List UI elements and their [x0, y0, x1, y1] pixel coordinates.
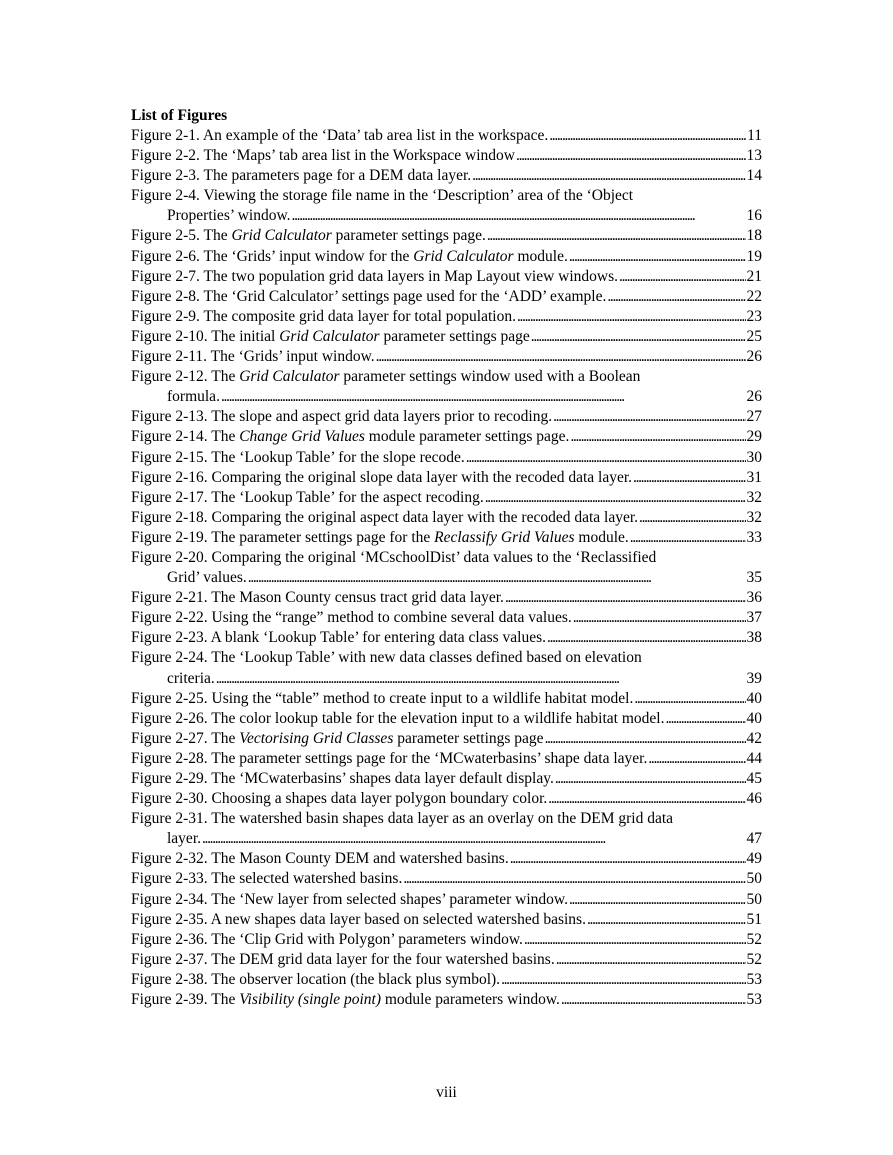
figure-entry — [131, 528, 762, 548]
entry-page-number: 30 — [746, 448, 762, 466]
dot-leader — [248, 568, 746, 588]
entry-title-text: Figure 2-15. The ‘Lookup Table’ for the slope recode. — [131, 448, 465, 466]
dot-leader — [555, 769, 746, 789]
entry-title — [131, 628, 546, 648]
entry-title — [131, 709, 664, 729]
entry-title-text: Figure 2-36. The ‘Clip Grid with Polygon’ parameters window. — [131, 930, 523, 948]
entry-title-text: Figure 2-20. Comparing the original ‘MCschoolDist’ data values to the ‘Reclassified — [131, 548, 657, 566]
dot-leader — [548, 789, 745, 809]
entry-title-text: Figure 2-16. Comparing the original slope data layer with the recoded data layer. — [131, 468, 633, 486]
entry-title-text: Figure 2-9. The composite grid data layer for total population. — [131, 307, 516, 325]
entry-line — [131, 126, 762, 146]
entry-line — [131, 749, 762, 769]
entry-page-number: 33 — [746, 528, 762, 546]
dot-leader — [221, 387, 746, 407]
entry-page-number: 27 — [746, 408, 762, 426]
entry-continuation-line — [131, 669, 762, 689]
entry-line — [131, 950, 762, 970]
dot-leader — [570, 427, 745, 447]
entry-page-number: 13 — [746, 147, 762, 165]
entry-page-number: 45 — [746, 770, 762, 787]
figure-entry — [131, 186, 762, 226]
entry-title-text: Figure 2-27. The — [131, 729, 240, 747]
figure-entry — [131, 427, 762, 447]
dot-leader — [587, 910, 746, 930]
entry-title-text: Figure 2-39. The — [131, 991, 240, 1009]
entry-title-text: Figure 2-14. The — [131, 428, 240, 446]
entry-page-number: 36 — [746, 589, 762, 607]
entry-page-number: 53 — [746, 970, 762, 988]
entry-title-text: Figure 2-32. The Mason County DEM and watershed basins. — [131, 850, 509, 868]
entry-title — [131, 990, 560, 1010]
dot-leader — [569, 247, 746, 267]
entry-line — [131, 327, 762, 347]
entry-title — [131, 729, 544, 749]
entry-title — [131, 468, 632, 488]
entry-title — [131, 287, 606, 307]
list-of-figures-heading: List of Figures — [131, 107, 228, 124]
dot-leader — [545, 729, 746, 749]
dot-leader — [472, 166, 745, 186]
entry-title — [131, 166, 471, 186]
entry-page-number: 35 — [746, 569, 762, 587]
entry-page-number: 46 — [746, 790, 762, 808]
dot-leader — [619, 267, 745, 287]
entry-page-number: 11 — [747, 127, 762, 144]
entry-title-text: Figure 2-25. Using the “table” method to create input to a wildlife habitat model. — [131, 689, 634, 707]
dot-leader — [607, 287, 745, 307]
entry-title-text: Figure 2-5. The — [131, 227, 232, 245]
entry-line — [131, 628, 762, 648]
figure-entry — [131, 267, 762, 287]
entry-page-number: 40 — [746, 709, 762, 727]
entry-line — [131, 166, 762, 186]
entry-line — [131, 367, 762, 387]
entry-title-text: parameter settings page — [379, 327, 530, 345]
entry-title — [131, 588, 504, 608]
entry-line — [131, 648, 762, 668]
entry-line — [131, 729, 762, 749]
entry-line — [131, 789, 762, 809]
figure-entry — [131, 869, 762, 889]
entry-page-number: 18 — [746, 227, 762, 245]
entry-line — [131, 407, 762, 427]
figure-entry — [131, 628, 762, 648]
entry-title-text: Figure 2-10. The initial — [131, 327, 280, 345]
figure-entry — [131, 468, 762, 488]
entry-title-text: Figure 2-3. The parameters page for a DEM data layer. — [131, 167, 472, 185]
entry-page-number: 38 — [746, 629, 762, 647]
dot-leader — [639, 508, 745, 528]
entry-title-text: Figure 2-13. The slope and aspect grid data layers prior to recoding. — [131, 408, 553, 426]
entry-title-italic: Reclassify Grid Values — [434, 528, 575, 546]
entry-line — [131, 990, 762, 1010]
entry-title — [131, 548, 656, 568]
entry-page-number: 51 — [746, 910, 762, 928]
entry-page-number: 40 — [746, 689, 762, 707]
dot-leader — [561, 990, 746, 1010]
entry-title — [131, 608, 572, 628]
entry-title-text: Figure 2-21. The Mason County census tract grid data layer. — [131, 589, 504, 607]
dot-leader — [485, 488, 746, 508]
entry-title-text: parameter settings window used with a Boolean — [339, 368, 641, 386]
entry-title — [131, 508, 638, 528]
dot-leader — [510, 849, 746, 869]
entry-title — [131, 146, 515, 166]
figure-entry — [131, 247, 762, 267]
entry-title-text: module. — [513, 247, 568, 265]
entry-line — [131, 709, 762, 729]
figure-entry — [131, 749, 762, 769]
entry-line — [131, 448, 762, 468]
entry-title-text: Figure 2-23. A blank ‘Lookup Table’ for entering data class values. — [131, 629, 547, 647]
entry-title — [131, 267, 618, 287]
figure-entry — [131, 347, 762, 367]
figure-entry — [131, 789, 762, 809]
entry-title-text: Figure 2-8. The ‘Grid Calculator’ settings page used for the ‘ADD’ example. — [131, 287, 607, 305]
dot-leader — [630, 528, 746, 548]
figure-entry — [131, 950, 762, 970]
entry-title-text: Figure 2-24. The ‘Lookup Table’ with new data classes defined based on elevation — [131, 649, 642, 667]
entry-line — [131, 347, 762, 367]
entry-page-number: 25 — [746, 327, 762, 345]
entry-title-text: module. — [574, 528, 629, 546]
figure-entry — [131, 226, 762, 246]
dot-leader — [573, 608, 746, 628]
entry-title-text: Figure 2-7. The two population grid data layers in Map Layout view windows. — [131, 267, 619, 285]
entry-title-text: Figure 2-34. The ‘New layer from selected shapes’ parameter window. — [131, 890, 568, 908]
entry-line — [131, 427, 762, 447]
dot-leader — [569, 890, 746, 910]
figure-entry — [131, 146, 762, 166]
figure-entry — [131, 488, 762, 508]
dot-leader — [531, 327, 746, 347]
entry-page-number: 14 — [746, 167, 762, 185]
dot-leader — [547, 628, 745, 648]
entry-title — [131, 930, 523, 950]
entry-line — [131, 226, 762, 246]
entry-title — [131, 648, 642, 668]
figure-entry — [131, 648, 762, 688]
figure-entry — [131, 809, 762, 849]
entry-line — [131, 468, 762, 488]
figure-entry — [131, 166, 762, 186]
entry-page-number: 52 — [746, 930, 762, 948]
entry-title — [131, 528, 629, 548]
entry-title-text: Figure 2-30. Choosing a shapes data layer polygon boundary color. — [131, 790, 548, 808]
dot-leader — [524, 930, 746, 950]
figure-entry — [131, 367, 762, 407]
entry-page-number: 29 — [746, 428, 762, 446]
entry-line — [131, 307, 762, 327]
entry-title-italic: Grid Calculator — [413, 247, 514, 265]
entry-title-text: criteria. — [167, 669, 215, 687]
entry-title-text: Figure 2-12. The — [131, 368, 240, 386]
entry-page-number: 37 — [746, 609, 762, 627]
entry-title-text: module parameter settings page. — [364, 428, 570, 446]
entry-title — [131, 407, 552, 427]
entry-page-number: 50 — [746, 870, 762, 888]
figure-entry — [131, 407, 762, 427]
entry-title-text: Figure 2-22. Using the “range” method to combine several data values. — [131, 609, 572, 627]
entry-page-number: 21 — [746, 267, 762, 285]
dot-leader — [516, 146, 745, 166]
entry-page-number: 44 — [746, 749, 762, 767]
entry-line — [131, 608, 762, 628]
entry-page-number: 23 — [746, 307, 762, 325]
entry-title-continuation — [167, 568, 247, 588]
entry-title-italic: Change Grid Values — [239, 428, 365, 446]
entry-line — [131, 849, 762, 869]
entry-title — [131, 488, 484, 508]
figure-entry — [131, 689, 762, 709]
entry-title-italic: Grid Calculator — [279, 327, 380, 345]
figure-entry — [131, 729, 762, 749]
entry-title-text: Figure 2-38. The observer location (the black plus symbol). — [131, 970, 501, 988]
entry-line — [131, 809, 762, 829]
list-of-figures — [131, 126, 762, 1010]
figure-entry — [131, 970, 762, 990]
entry-title — [131, 186, 633, 206]
dot-leader — [292, 206, 746, 226]
entry-title-text: Figure 2-31. The watershed basin shapes data layer as an overlay on the DEM grid data — [131, 810, 674, 828]
figure-entry — [131, 508, 762, 528]
dot-leader — [648, 749, 745, 769]
entry-title — [131, 427, 569, 447]
dot-leader — [403, 869, 745, 889]
entry-page-number: 53 — [746, 991, 762, 1009]
entry-title — [131, 226, 486, 246]
entry-title-text: Figure 2-26. The color lookup table for the elevation input to a wildlife habitat model. — [131, 709, 665, 727]
figure-entry — [131, 307, 762, 327]
entry-line — [131, 508, 762, 528]
entry-page-number: 42 — [746, 729, 762, 747]
figure-entry — [131, 990, 762, 1010]
entry-page-number: 47 — [746, 830, 762, 848]
dot-leader — [517, 307, 746, 327]
entry-title-text: Figure 2-1. An example of the ‘Data’ tab area list in the workspace. — [131, 127, 549, 144]
entry-page-number: 31 — [746, 468, 762, 486]
entry-title-text: Figure 2-4. Viewing the storage file name in the ‘Description’ area of the ‘Object — [131, 187, 634, 205]
entry-line — [131, 588, 762, 608]
entry-title-italic: Grid Calculator — [239, 368, 340, 386]
entry-title — [131, 910, 586, 930]
entry-title-text: Figure 2-18. Comparing the original aspect data layer with the recoded data layer. — [131, 508, 639, 526]
figure-entry — [131, 548, 762, 588]
dot-leader — [665, 709, 745, 729]
figure-entry — [131, 890, 762, 910]
entry-page-number: 49 — [746, 850, 762, 868]
entry-title-text: Figure 2-17. The ‘Lookup Table’ for the aspect recoding. — [131, 488, 484, 506]
entry-title-text: Figure 2-28. The parameter settings page for the ‘MCwaterbasins’ shape data layer. — [131, 749, 648, 767]
entry-continuation-line — [131, 829, 762, 849]
entry-title — [131, 689, 633, 709]
dot-leader — [487, 226, 746, 246]
dot-leader — [549, 126, 746, 146]
entry-title — [131, 347, 375, 367]
entry-line — [131, 910, 762, 930]
figure-entry — [131, 588, 762, 608]
entry-line — [131, 890, 762, 910]
entry-page-number: 19 — [746, 247, 762, 265]
entry-title-text: Figure 2-19. The parameter settings page for the — [131, 528, 435, 546]
entry-line — [131, 548, 762, 568]
entry-title — [131, 950, 555, 970]
entry-line — [131, 970, 762, 990]
entry-page-number: 26 — [746, 388, 762, 406]
entry-page-number: 32 — [746, 488, 762, 506]
entry-title-italic: Visibility (single point) — [239, 991, 381, 1009]
entry-title — [131, 849, 509, 869]
entry-title-text: formula. — [167, 388, 220, 406]
entry-title-continuation — [167, 206, 291, 226]
entry-title-text: module parameters window. — [380, 991, 560, 1009]
entry-title — [131, 749, 647, 769]
entry-line — [131, 146, 762, 166]
entry-title-text: parameter settings page — [393, 729, 544, 747]
entry-title — [131, 126, 548, 146]
entry-title — [131, 367, 640, 387]
entry-title-italic: Grid Calculator — [231, 227, 332, 245]
entry-title — [131, 769, 554, 789]
entry-title-text: Properties’ window. — [167, 207, 291, 225]
entry-title-text: Grid’ values. — [167, 569, 247, 587]
entry-title — [131, 448, 465, 468]
entry-title-text: layer. — [167, 830, 201, 848]
entry-title-continuation — [167, 829, 201, 849]
entry-title-text: Figure 2-6. The ‘Grids’ input window for the — [131, 247, 414, 265]
entry-title — [131, 789, 547, 809]
entry-title — [131, 869, 402, 889]
dot-leader — [505, 588, 746, 608]
figure-entry — [131, 126, 762, 146]
entry-line — [131, 186, 762, 206]
entry-page-number: 52 — [746, 950, 762, 968]
entry-title-text: Figure 2-29. The ‘MCwaterbasins’ shapes data layer default display. — [131, 770, 554, 787]
figure-entry — [131, 608, 762, 628]
dot-leader — [501, 970, 745, 990]
dot-leader — [202, 829, 746, 849]
entry-line — [131, 528, 762, 548]
figure-entry — [131, 910, 762, 930]
entry-page-number: 50 — [746, 890, 762, 908]
dot-leader — [634, 689, 745, 709]
entry-page-number: 22 — [746, 287, 762, 305]
figure-entry — [131, 448, 762, 468]
entry-continuation-line — [131, 387, 762, 407]
figure-entry — [131, 849, 762, 869]
dot-leader — [216, 669, 746, 689]
entry-title-text: Figure 2-11. The ‘Grids’ input window. — [131, 348, 375, 366]
figure-entry — [131, 287, 762, 307]
entry-title-text: Figure 2-37. The DEM grid data layer for the four watershed basins. — [131, 950, 555, 968]
dot-leader — [376, 347, 746, 367]
figure-entry — [131, 709, 762, 729]
entry-line — [131, 247, 762, 267]
entry-line — [131, 689, 762, 709]
entry-title-text: Figure 2-35. A new shapes data layer based on selected watershed basins. — [131, 910, 586, 928]
entry-continuation-line — [131, 206, 762, 226]
figure-entry — [131, 327, 762, 347]
entry-title-continuation — [167, 669, 215, 689]
dot-leader — [556, 950, 746, 970]
entry-title-text: Figure 2-33. The selected watershed basins. — [131, 870, 403, 888]
figure-entry — [131, 769, 762, 789]
entry-line — [131, 488, 762, 508]
entry-title — [131, 890, 568, 910]
entry-title — [131, 307, 516, 327]
entry-line — [131, 267, 762, 287]
entry-title-italic: Vectorising Grid Classes — [239, 729, 394, 747]
entry-title — [131, 327, 530, 347]
entry-line — [131, 869, 762, 889]
entry-page-number: 32 — [746, 508, 762, 526]
entry-title — [131, 970, 500, 990]
entry-line — [131, 287, 762, 307]
entry-line — [131, 769, 762, 789]
entry-line — [131, 930, 762, 950]
entry-page-number: 26 — [746, 348, 762, 366]
entry-title — [131, 809, 673, 829]
figure-entry — [131, 930, 762, 950]
entry-title-text: parameter settings page. — [331, 227, 486, 245]
dot-leader — [466, 448, 746, 468]
entry-page-number: 39 — [746, 669, 762, 687]
entry-continuation-line — [131, 568, 762, 588]
dot-leader — [633, 468, 745, 488]
page-number: viii — [436, 1084, 457, 1101]
entry-title — [131, 247, 568, 267]
entry-title-continuation — [167, 387, 220, 407]
dot-leader — [553, 407, 745, 427]
entry-title-text: Figure 2-2. The ‘Maps’ tab area list in the Workspace window — [131, 147, 516, 165]
entry-page-number: 16 — [746, 207, 762, 225]
